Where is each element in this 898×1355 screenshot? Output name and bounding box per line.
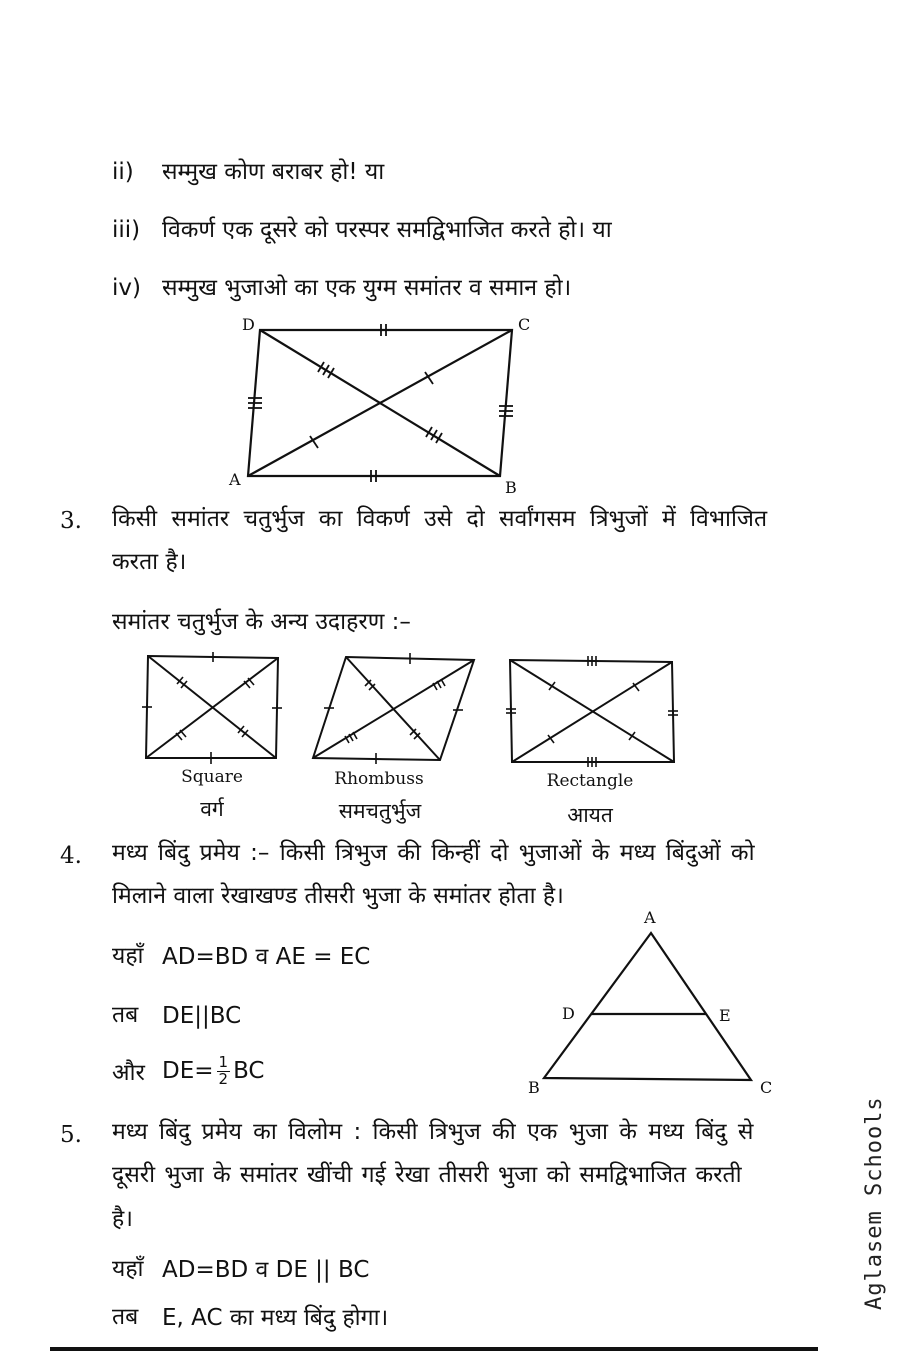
item-5-line-2: दूसरी भुजा के समांतर खींची गई रेखा तीसरी भुजा को समद्विभाजित करती	[112, 1162, 742, 1188]
item-4-then-prefix: तब	[112, 1002, 139, 1028]
item-5-number: 5.	[60, 1122, 82, 1148]
item-5-then-prefix: तब	[112, 1304, 139, 1330]
condition-label-iv: iv)	[112, 275, 141, 301]
example-rhombus-caption-hi: समचतुर्भुज	[338, 799, 422, 823]
triangle-vertex-a-label: A	[644, 908, 656, 927]
item-4-given-prefix: यहाँ	[112, 943, 144, 969]
vertex-a-label: A	[229, 470, 241, 489]
item-4-line-1: मध्य बिंदु प्रमेय :– किसी त्रिभुज की किन्हीं दो भुजाओं के मध्य बिंदुओं को	[112, 840, 755, 866]
item-4-and-lhs: DE=	[162, 1057, 214, 1084]
example-rectangle-caption-en: Rectangle	[546, 771, 634, 791]
condition-label-iii: iii)	[112, 217, 141, 243]
item-4-then: DE||BC	[162, 1003, 242, 1029]
vertex-c-label: C	[518, 315, 531, 334]
footer-rule	[50, 1347, 818, 1351]
example-square-caption-hi: वर्ग	[200, 797, 224, 821]
example-square-caption-en: Square	[181, 767, 243, 787]
item-5-given-prefix: यहाँ	[112, 1256, 144, 1282]
item-5-line-1: मध्य बिंदु प्रमेय का विलोम : किसी त्रिभुज की एक भुजा के मध्य बिंदु से	[112, 1119, 754, 1145]
item-4-and-rhs: BC	[233, 1057, 265, 1084]
item-5-given: AD=BD व DE || BC	[162, 1257, 370, 1283]
item-4-line-2: मिलाने वाला रेखाखण्ड तीसरी भुजा के समांतर होता है।	[112, 883, 564, 909]
examples-heading: समांतर चतुर्भुज के अन्य उदाहरण :–	[112, 609, 411, 635]
fraction-denominator: 2	[218, 1069, 229, 1088]
triangle-vertex-d-label: D	[562, 1004, 575, 1023]
item-4-given: AD=BD व AE = EC	[162, 944, 371, 970]
fraction-numerator: 1	[218, 1053, 229, 1071]
item-4-and-prefix: और	[112, 1060, 145, 1086]
item-5-line-3: है।	[112, 1206, 133, 1232]
triangle-vertex-b-label: B	[528, 1078, 540, 1097]
triangle-vertex-c-label: C	[760, 1078, 773, 1097]
vertex-b-label: B	[505, 478, 517, 497]
example-rhombus-caption-en: Rhombuss	[334, 769, 424, 789]
condition-label-ii: ii)	[112, 159, 134, 185]
vertex-d-label: D	[242, 315, 255, 334]
item-4-number: 4.	[60, 843, 82, 869]
item-3-line-1: किसी समांतर चतुर्भुज का विकर्ण उसे दो सर्वांगसम त्रिभुजों में विभाजित	[112, 506, 768, 532]
triangle-vertex-e-label: E	[719, 1006, 731, 1025]
watermark: Aglasem Schools	[862, 1096, 887, 1310]
item-3-line-2: करता है।	[112, 549, 187, 575]
example-rectangle-caption-hi: आयत	[567, 803, 613, 827]
condition-text-ii: सम्मुख कोण बराबर हो! या	[162, 159, 385, 185]
item-3-number: 3.	[60, 508, 82, 534]
condition-text-iii: विकर्ण एक दूसरे को परस्पर समद्विभाजित करते हो। या	[162, 217, 612, 243]
item-5-then: E, AC का मध्य बिंदु होगा।	[162, 1305, 389, 1331]
condition-text-iv: सम्मुख भुजाओ का एक युग्म समांतर व समान हो।	[162, 275, 572, 301]
